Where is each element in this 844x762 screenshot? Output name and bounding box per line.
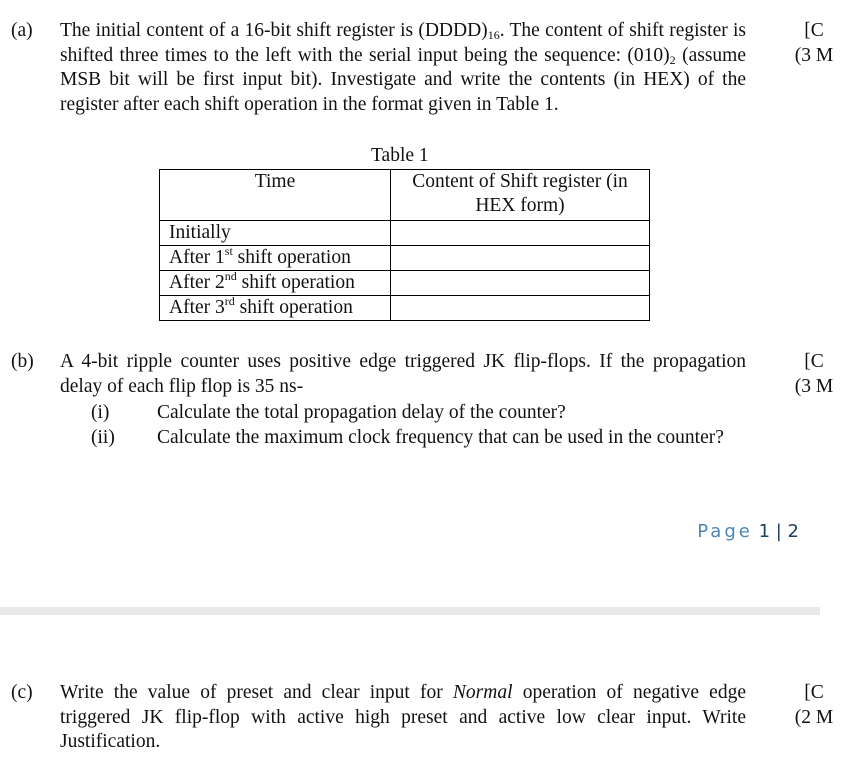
page-number <box>697 520 799 544</box>
table-row <box>160 271 650 296</box>
table-header-row <box>160 170 650 221</box>
table-cell-hex-value[interactable] <box>391 246 650 271</box>
page-break-divider <box>0 607 820 615</box>
table-caption: Table 1 <box>371 145 429 166</box>
question-b-text: A 4-bit ripple counter uses positive edge triggered JK flip-flops. If the propagation delay of each flip flop is 35 ns- <box>60 351 746 397</box>
question-a-text <box>60 19 746 117</box>
subquestion-ii-text: Calculate the maximum clock frequency that can be used in the counter? <box>157 427 724 448</box>
table-header-content: Content of Shift register (in HEX form) <box>391 170 650 221</box>
table-header-time: Time <box>160 170 391 221</box>
table-cell-hex-value[interactable] <box>391 271 650 296</box>
question-c-emphasis: Normal <box>452 682 513 703</box>
shift-register-table <box>159 169 650 321</box>
table-cell-time <box>160 296 391 321</box>
table-row <box>160 296 650 321</box>
question-c-marks-label: (2 M <box>794 706 834 728</box>
table-row <box>160 221 650 246</box>
question-a-marks-label: (3 M <box>794 44 834 66</box>
page-label: Page <box>697 521 753 542</box>
table-row <box>160 246 650 271</box>
question-b-label: (b) <box>11 351 34 372</box>
row-time-text: Initially <box>169 222 231 243</box>
row-time-text: After 1 <box>169 247 225 268</box>
table-cell-time <box>160 221 391 246</box>
question-c-text <box>60 681 746 755</box>
question-c-label: (c) <box>11 682 33 703</box>
row-time-suffix: shift operation <box>232 247 351 268</box>
question-a-marks <box>784 19 844 68</box>
table-cell-hex-value[interactable] <box>391 221 650 246</box>
question-a-text-part2: . The content of shift register is shifted three times to the left with the serial input being the sequence: (010) <box>60 20 746 66</box>
row-time-ordinal: rd <box>224 294 235 308</box>
question-a-label: (a) <box>11 20 33 41</box>
row-time-ordinal: st <box>224 244 233 258</box>
row-time-text: After 2 <box>169 272 225 293</box>
question-c-marks <box>784 681 844 730</box>
question-b-co-label: [C <box>804 351 824 372</box>
question-c-text-part2: operation of negative edge triggered JK flip-flop with active high preset and active low clear input. Write Justification. <box>60 682 746 752</box>
question-a-base-2: 2 <box>669 52 676 67</box>
question-b-marks-label: (3 M <box>794 375 834 397</box>
page-number-value: 1 | 2 <box>758 521 799 542</box>
row-time-ordinal: nd <box>224 269 237 283</box>
row-time-suffix: shift operation <box>236 272 355 293</box>
question-c-co-label: [C <box>804 682 824 703</box>
table-cell-hex-value[interactable] <box>391 296 650 321</box>
question-a-base-16: 16 <box>487 28 500 42</box>
question-a-co-label: [C <box>804 20 824 41</box>
row-time-text: After 3 <box>169 297 225 318</box>
subquestion-i-number: (i) <box>91 402 110 423</box>
row-time-suffix: shift operation <box>234 297 353 318</box>
question-c-text-part1: Write the value of preset and clear input for <box>60 682 453 703</box>
subquestion-i-text: Calculate the total propagation delay of the counter? <box>157 402 566 423</box>
table-cell-time <box>160 246 391 271</box>
table-cell-time <box>160 271 391 296</box>
subquestion-ii-number: (ii) <box>91 427 115 448</box>
question-a-text-part3: (assume MSB bit will be first input bit). Investigate and write the contents (in HEX) of the register after each shift operation in the format given in Table 1. <box>60 44 746 115</box>
question-a-text-part1: The initial content of a 16-bit shift register is (DDDD) <box>60 20 488 41</box>
question-b-marks <box>784 350 844 399</box>
